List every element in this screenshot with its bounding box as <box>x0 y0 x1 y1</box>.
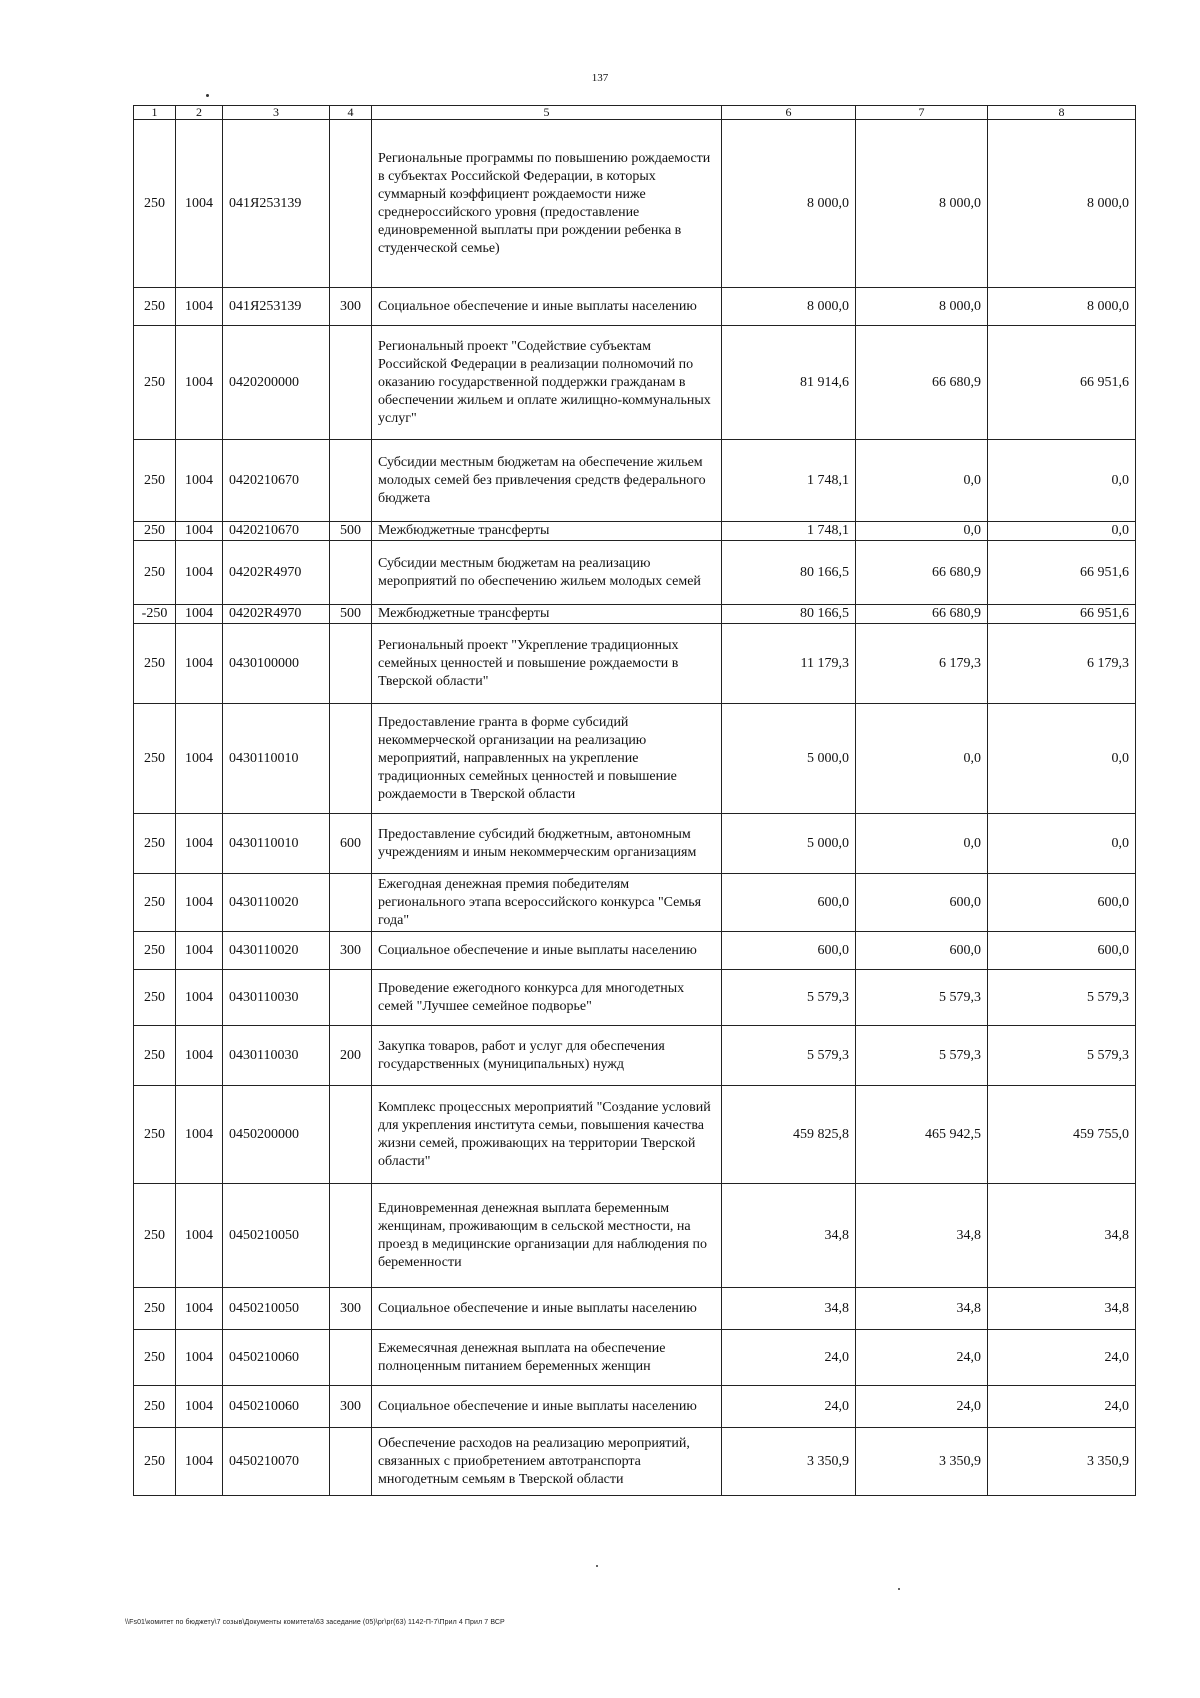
cell-expense-type: 300 <box>330 288 372 326</box>
cell-amount-year1: 600,0 <box>722 874 856 932</box>
cell-amount-year3: 8 000,0 <box>988 288 1136 326</box>
cell-amount-year1: 24,0 <box>722 1330 856 1386</box>
cell-section-code: 1004 <box>176 605 223 624</box>
cell-target-article: 0430110010 <box>223 704 330 814</box>
cell-admin-code: 250 <box>134 1288 176 1330</box>
cell-amount-year3: 600,0 <box>988 932 1136 970</box>
cell-amount-year2: 24,0 <box>856 1330 988 1386</box>
cell-target-article: 04202R4970 <box>223 605 330 624</box>
cell-admin-code: 250 <box>134 541 176 605</box>
cell-target-article: 04202R4970 <box>223 541 330 605</box>
cell-amount-year3: 459 755,0 <box>988 1086 1136 1184</box>
cell-amount-year3: 34,8 <box>988 1288 1136 1330</box>
cell-amount-year2: 3 350,9 <box>856 1428 988 1496</box>
scan-speck <box>898 1588 900 1590</box>
cell-expense-type <box>330 1184 372 1288</box>
cell-section-code: 1004 <box>176 1184 223 1288</box>
cell-admin-code: -250 <box>134 605 176 624</box>
cell-admin-code: 250 <box>134 120 176 288</box>
cell-target-article: 0430110030 <box>223 970 330 1026</box>
cell-amount-year1: 11 179,3 <box>722 624 856 704</box>
cell-amount-year3: 24,0 <box>988 1330 1136 1386</box>
cell-admin-code: 250 <box>134 932 176 970</box>
cell-expense-type <box>330 326 372 440</box>
cell-item-name: Социальное обеспечение и иные выплаты населению <box>372 1288 722 1330</box>
cell-amount-year3: 34,8 <box>988 1184 1136 1288</box>
budget-table <box>133 105 1136 1496</box>
cell-section-code: 1004 <box>176 326 223 440</box>
cell-amount-year3: 5 579,3 <box>988 1026 1136 1086</box>
cell-admin-code: 250 <box>134 1026 176 1086</box>
cell-amount-year3: 66 951,6 <box>988 541 1136 605</box>
cell-expense-type <box>330 970 372 1026</box>
cell-item-name: Социальное обеспечение и иные выплаты населению <box>372 1386 722 1428</box>
cell-target-article: 0430110020 <box>223 932 330 970</box>
cell-amount-year2: 5 579,3 <box>856 970 988 1026</box>
cell-admin-code: 250 <box>134 1086 176 1184</box>
cell-expense-type <box>330 440 372 522</box>
cell-amount-year3: 6 179,3 <box>988 624 1136 704</box>
cell-section-code: 1004 <box>176 814 223 874</box>
table-row <box>134 932 1136 970</box>
cell-item-name: Ежемесячная денежная выплата на обеспечение полноценным питанием беременных женщин <box>372 1330 722 1386</box>
column-header: 5 <box>372 106 722 120</box>
cell-section-code: 1004 <box>176 541 223 605</box>
cell-target-article: 041Я253139 <box>223 120 330 288</box>
cell-expense-type: 300 <box>330 1288 372 1330</box>
column-header: 2 <box>176 106 223 120</box>
cell-amount-year3: 5 579,3 <box>988 970 1136 1026</box>
table-row <box>134 704 1136 814</box>
file-path-footer: \\Fs01\комитет по бюджету\7 созыв\Документы комитета\63 заседание (05)\рг\рг(63) 1142-П-7\Прил 4 Прил 7 ВСР <box>125 1619 505 1626</box>
column-header: 6 <box>722 106 856 120</box>
cell-amount-year1: 5 579,3 <box>722 970 856 1026</box>
cell-amount-year2: 0,0 <box>856 522 988 541</box>
column-header-row <box>134 106 1136 120</box>
cell-amount-year2: 66 680,9 <box>856 541 988 605</box>
cell-amount-year2: 6 179,3 <box>856 624 988 704</box>
table-row <box>134 1026 1136 1086</box>
cell-section-code: 1004 <box>176 440 223 522</box>
table-row <box>134 440 1136 522</box>
cell-amount-year3: 600,0 <box>988 874 1136 932</box>
table-row <box>134 624 1136 704</box>
cell-amount-year1: 80 166,5 <box>722 541 856 605</box>
cell-amount-year2: 465 942,5 <box>856 1086 988 1184</box>
cell-item-name: Региональный проект "Содействие субъектам Российской Федерации в реализации полномочий по оказанию государственной поддержки гражданам в обеспечении жильем и оплате жилищно-коммунальных услуг" <box>372 326 722 440</box>
cell-expense-type <box>330 120 372 288</box>
cell-admin-code: 250 <box>134 1330 176 1386</box>
cell-item-name: Предоставление гранта в форме субсидий некоммерческой организации на реализацию мероприятий, направленных на укрепление традиционных семейных ценностей и повышение рождаемости в Тверской области <box>372 704 722 814</box>
table-row <box>134 1288 1136 1330</box>
cell-amount-year1: 600,0 <box>722 932 856 970</box>
cell-section-code: 1004 <box>176 932 223 970</box>
cell-expense-type: 500 <box>330 605 372 624</box>
cell-amount-year3: 8 000,0 <box>988 120 1136 288</box>
cell-amount-year3: 24,0 <box>988 1386 1136 1428</box>
cell-admin-code: 250 <box>134 1386 176 1428</box>
table-row <box>134 605 1136 624</box>
cell-target-article: 0450210050 <box>223 1288 330 1330</box>
cell-item-name: Субсидии местным бюджетам на реализацию мероприятий по обеспечению жильем молодых семей <box>372 541 722 605</box>
cell-amount-year2: 34,8 <box>856 1288 988 1330</box>
cell-amount-year2: 0,0 <box>856 814 988 874</box>
cell-target-article: 0450200000 <box>223 1086 330 1184</box>
cell-section-code: 1004 <box>176 288 223 326</box>
cell-expense-type <box>330 541 372 605</box>
cell-item-name: Межбюджетные трансферты <box>372 605 722 624</box>
table-row <box>134 120 1136 288</box>
cell-admin-code: 250 <box>134 522 176 541</box>
cell-section-code: 1004 <box>176 1288 223 1330</box>
cell-expense-type <box>330 624 372 704</box>
cell-amount-year3: 0,0 <box>988 814 1136 874</box>
cell-expense-type <box>330 1086 372 1184</box>
cell-item-name: Проведение ежегодного конкурса для многодетных семей "Лучшее семейное подворье" <box>372 970 722 1026</box>
cell-section-code: 1004 <box>176 970 223 1026</box>
cell-admin-code: 250 <box>134 1184 176 1288</box>
cell-amount-year1: 3 350,9 <box>722 1428 856 1496</box>
cell-amount-year2: 5 579,3 <box>856 1026 988 1086</box>
cell-target-article: 0430110030 <box>223 1026 330 1086</box>
scan-speck <box>596 1565 598 1567</box>
cell-expense-type <box>330 1330 372 1386</box>
column-header: 4 <box>330 106 372 120</box>
cell-amount-year3: 66 951,6 <box>988 326 1136 440</box>
column-header: 8 <box>988 106 1136 120</box>
table-row <box>134 522 1136 541</box>
cell-target-article: 0450210060 <box>223 1386 330 1428</box>
cell-amount-year2: 0,0 <box>856 440 988 522</box>
cell-target-article: 0420210670 <box>223 522 330 541</box>
cell-target-article: 0430110020 <box>223 874 330 932</box>
cell-amount-year1: 8 000,0 <box>722 288 856 326</box>
cell-amount-year2: 66 680,9 <box>856 605 988 624</box>
cell-section-code: 1004 <box>176 1428 223 1496</box>
cell-target-article: 0450210060 <box>223 1330 330 1386</box>
cell-amount-year1: 1 748,1 <box>722 522 856 541</box>
cell-target-article: 0430100000 <box>223 624 330 704</box>
table-row <box>134 326 1136 440</box>
cell-item-name: Обеспечение расходов на реализацию мероприятий, связанных с приобретением автотранспорта многодетным семьям в Тверской области <box>372 1428 722 1496</box>
cell-section-code: 1004 <box>176 624 223 704</box>
table-body <box>134 106 1136 1496</box>
cell-expense-type <box>330 874 372 932</box>
cell-section-code: 1004 <box>176 1330 223 1386</box>
table-row <box>134 1428 1136 1496</box>
cell-target-article: 0420210670 <box>223 440 330 522</box>
cell-admin-code: 250 <box>134 874 176 932</box>
cell-expense-type <box>330 704 372 814</box>
cell-admin-code: 250 <box>134 970 176 1026</box>
cell-section-code: 1004 <box>176 1086 223 1184</box>
cell-expense-type: 300 <box>330 932 372 970</box>
table-row <box>134 1086 1136 1184</box>
cell-amount-year3: 66 951,6 <box>988 605 1136 624</box>
cell-item-name: Социальное обеспечение и иные выплаты населению <box>372 288 722 326</box>
cell-amount-year1: 5 000,0 <box>722 704 856 814</box>
cell-expense-type <box>330 1428 372 1496</box>
cell-section-code: 1004 <box>176 522 223 541</box>
cell-amount-year2: 600,0 <box>856 932 988 970</box>
cell-admin-code: 250 <box>134 440 176 522</box>
cell-item-name: Закупка товаров, работ и услуг для обеспечения государственных (муниципальных) нужд <box>372 1026 722 1086</box>
cell-amount-year3: 3 350,9 <box>988 1428 1136 1496</box>
cell-admin-code: 250 <box>134 624 176 704</box>
cell-amount-year1: 5 579,3 <box>722 1026 856 1086</box>
cell-amount-year3: 0,0 <box>988 440 1136 522</box>
cell-item-name: Ежегодная денежная премия победителям регионального этапа всероссийского конкурса "Семья года" <box>372 874 722 932</box>
cell-target-article: 0450210050 <box>223 1184 330 1288</box>
cell-amount-year2: 66 680,9 <box>856 326 988 440</box>
cell-expense-type: 600 <box>330 814 372 874</box>
cell-item-name: Социальное обеспечение и иные выплаты населению <box>372 932 722 970</box>
table-row <box>134 814 1136 874</box>
cell-amount-year2: 8 000,0 <box>856 288 988 326</box>
cell-amount-year1: 34,8 <box>722 1288 856 1330</box>
column-header: 1 <box>134 106 176 120</box>
table-row <box>134 288 1136 326</box>
cell-section-code: 1004 <box>176 1026 223 1086</box>
cell-amount-year3: 0,0 <box>988 704 1136 814</box>
cell-item-name: Предоставление субсидий бюджетным, автономным учреждениям и иным некоммерческим организациям <box>372 814 722 874</box>
cell-admin-code: 250 <box>134 326 176 440</box>
cell-item-name: Комплекс процессных мероприятий "Создание условий для укрепления института семьи, повышения качества жизни семей, проживающих на территории Тверской области" <box>372 1086 722 1184</box>
cell-amount-year1: 459 825,8 <box>722 1086 856 1184</box>
cell-item-name: Единовременная денежная выплата беременным женщинам, проживающим в сельской местности, на проезд в медицинские организации для наблюдения по беременности <box>372 1184 722 1288</box>
column-header: 3 <box>223 106 330 120</box>
cell-target-article: 041Я253139 <box>223 288 330 326</box>
cell-target-article: 0420200000 <box>223 326 330 440</box>
cell-amount-year1: 5 000,0 <box>722 814 856 874</box>
cell-target-article: 0450210070 <box>223 1428 330 1496</box>
cell-section-code: 1004 <box>176 1386 223 1428</box>
cell-admin-code: 250 <box>134 704 176 814</box>
cell-amount-year1: 24,0 <box>722 1386 856 1428</box>
cell-amount-year1: 80 166,5 <box>722 605 856 624</box>
cell-amount-year1: 8 000,0 <box>722 120 856 288</box>
cell-amount-year1: 34,8 <box>722 1184 856 1288</box>
table-row <box>134 1386 1136 1428</box>
cell-item-name: Субсидии местным бюджетам на обеспечение жильем молодых семей без привлечения средств федерального бюджета <box>372 440 722 522</box>
cell-amount-year2: 24,0 <box>856 1386 988 1428</box>
cell-section-code: 1004 <box>176 874 223 932</box>
table-row <box>134 541 1136 605</box>
cell-amount-year2: 600,0 <box>856 874 988 932</box>
cell-expense-type: 500 <box>330 522 372 541</box>
scan-speck <box>206 94 209 97</box>
cell-section-code: 1004 <box>176 120 223 288</box>
cell-amount-year3: 0,0 <box>988 522 1136 541</box>
column-header: 7 <box>856 106 988 120</box>
cell-expense-type: 200 <box>330 1026 372 1086</box>
cell-amount-year1: 1 748,1 <box>722 440 856 522</box>
cell-target-article: 0430110010 <box>223 814 330 874</box>
cell-amount-year2: 34,8 <box>856 1184 988 1288</box>
page-number: 137 <box>591 72 609 84</box>
cell-amount-year2: 8 000,0 <box>856 120 988 288</box>
cell-expense-type: 300 <box>330 1386 372 1428</box>
cell-admin-code: 250 <box>134 288 176 326</box>
table-row <box>134 970 1136 1026</box>
cell-amount-year2: 0,0 <box>856 704 988 814</box>
table-row <box>134 1330 1136 1386</box>
cell-item-name: Региональный проект "Укрепление традиционных семейных ценностей и повышение рождаемости в Тверской области" <box>372 624 722 704</box>
table-row <box>134 874 1136 932</box>
cell-item-name: Региональные программы по повышению рождаемости в субъектах Российской Федерации, в которых суммарный коэффициент рождаемости ниже среднероссийского уровня (предоставление единовременной выплаты при рождении ребенка в студенческой семье) <box>372 120 722 288</box>
cell-amount-year1: 81 914,6 <box>722 326 856 440</box>
table-row <box>134 1184 1136 1288</box>
cell-admin-code: 250 <box>134 814 176 874</box>
cell-section-code: 1004 <box>176 704 223 814</box>
cell-admin-code: 250 <box>134 1428 176 1496</box>
cell-item-name: Межбюджетные трансферты <box>372 522 722 541</box>
